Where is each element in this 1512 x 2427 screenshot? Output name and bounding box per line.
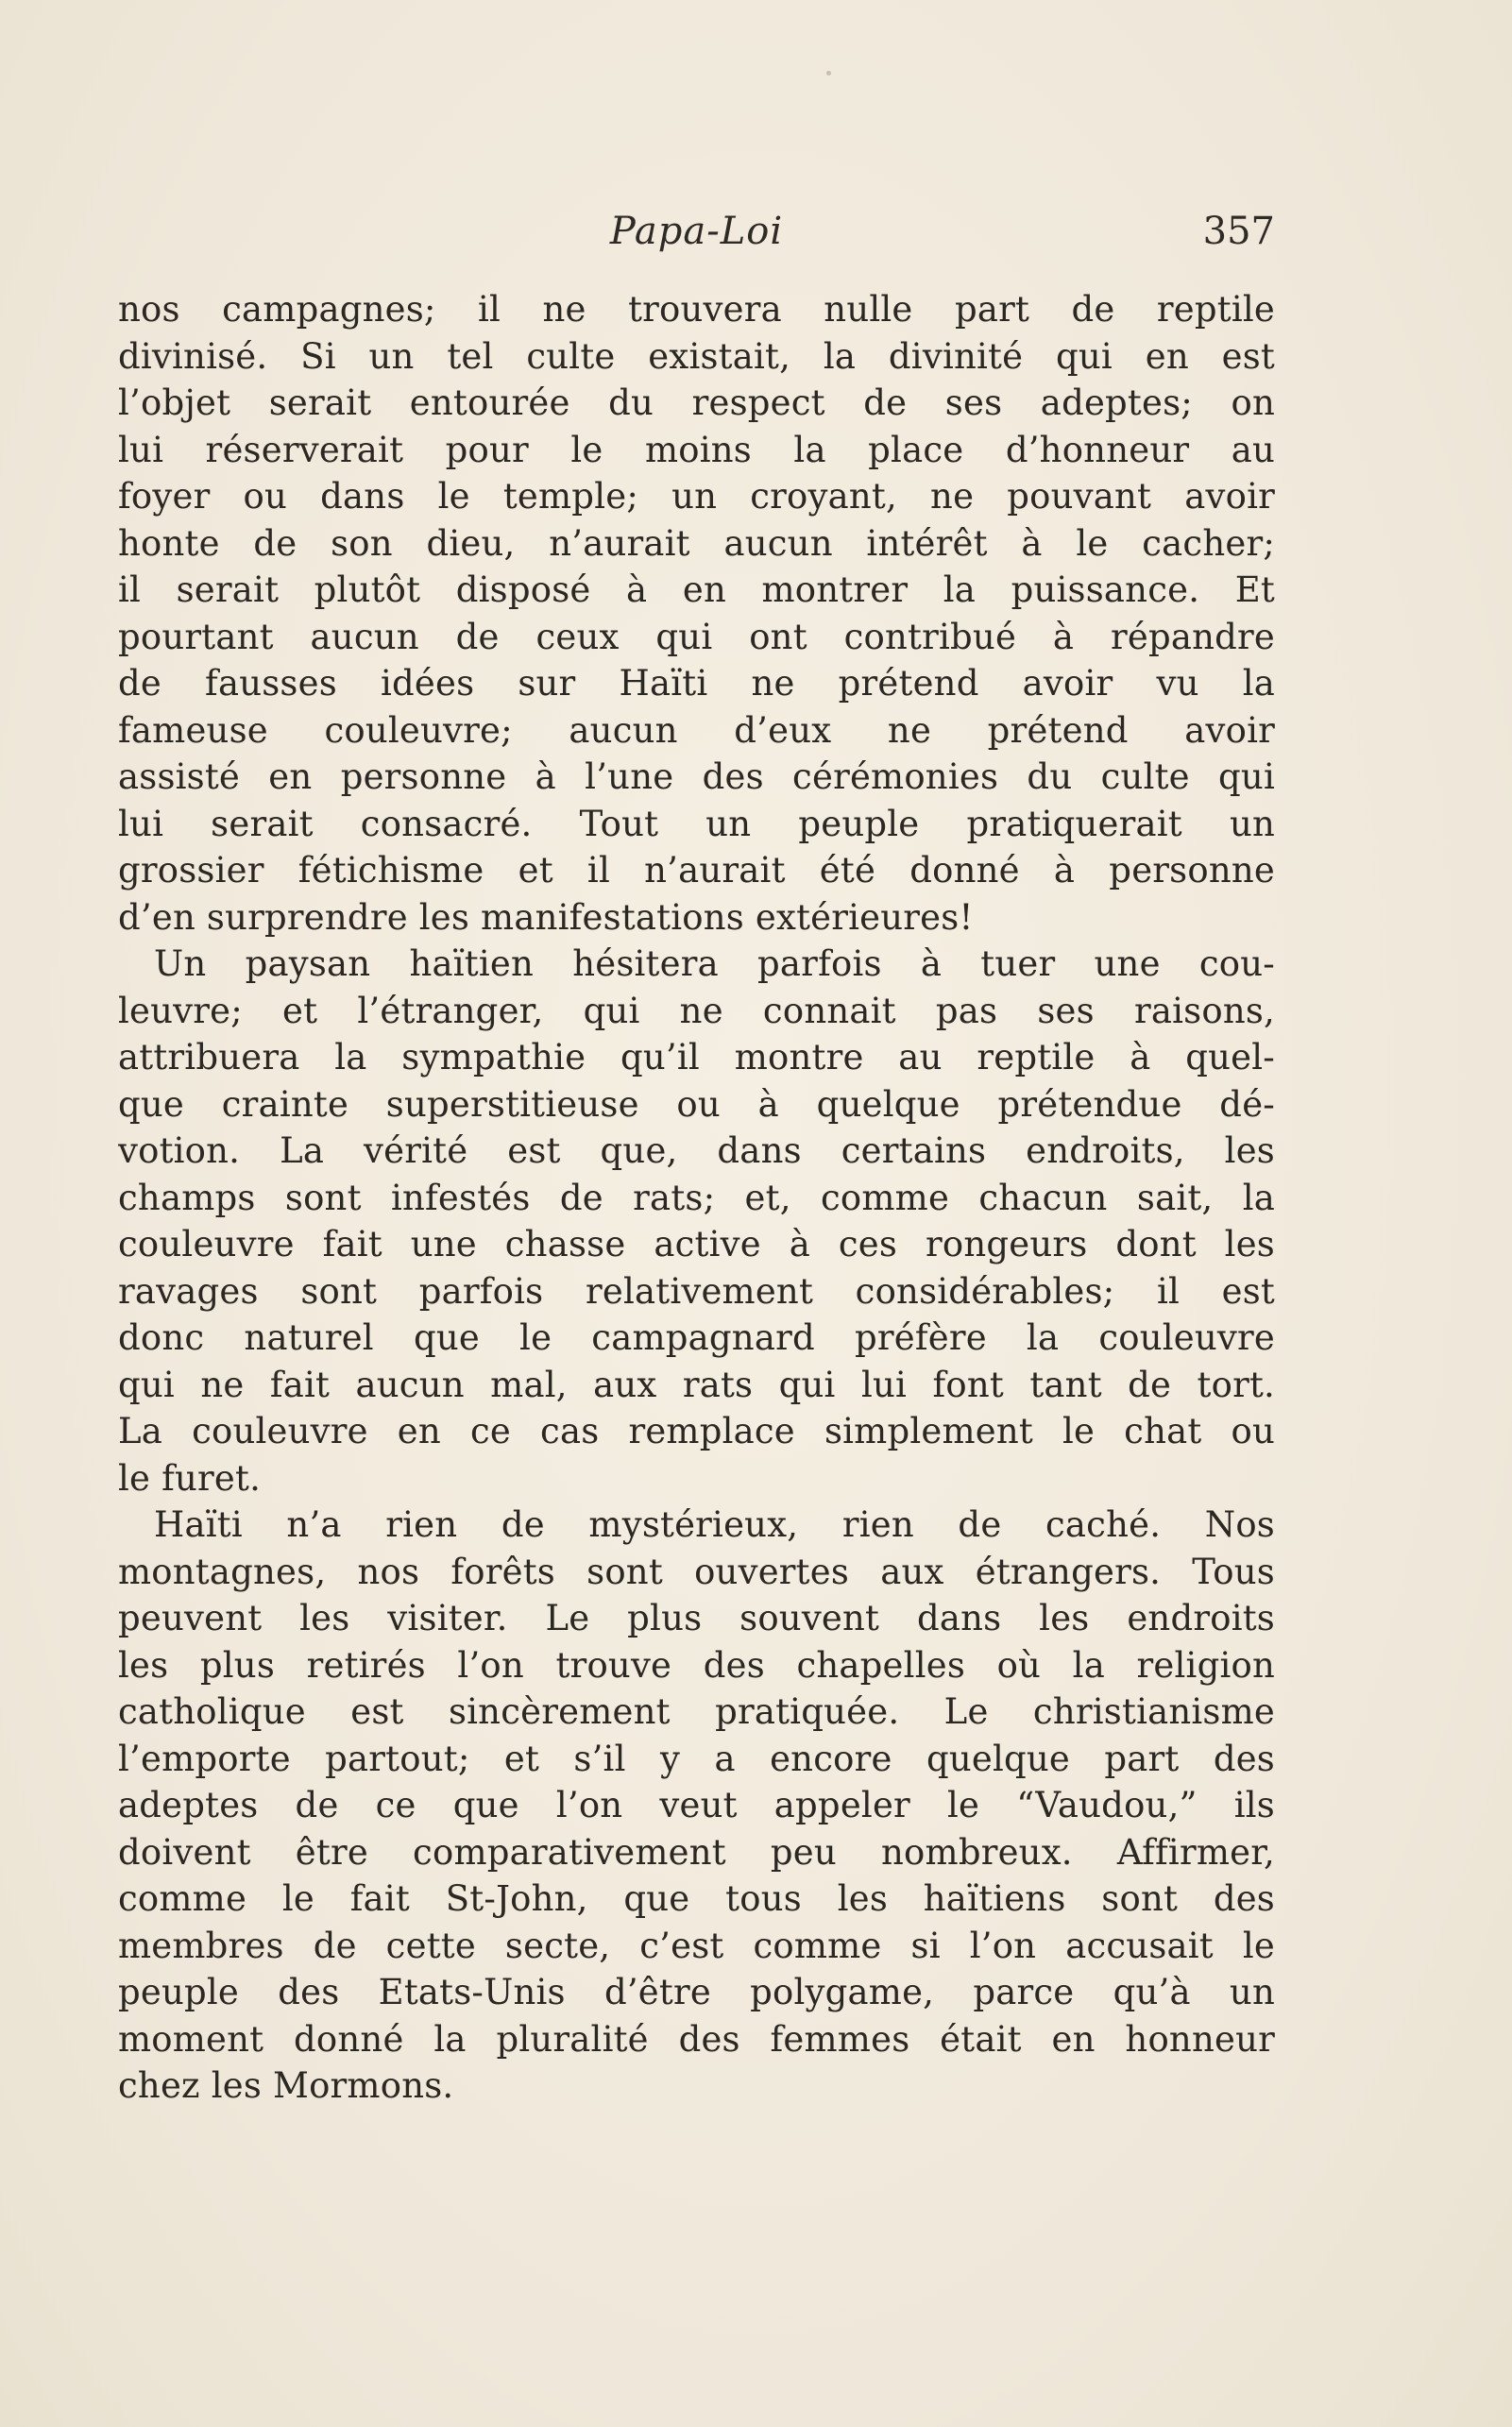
text-line: chez les Mormons. [118, 2065, 454, 2106]
text-line: Un paysan haïtien hésitera parfois à tuer une cou- [154, 943, 1275, 984]
text-line: montagnes, nos forêts sont ouvertes aux étrangers. Tous [118, 1551, 1275, 1592]
paper-speck [826, 71, 831, 76]
text-line: que crainte superstitieuse ou à quelque prétendue dé- [118, 1083, 1275, 1125]
text-line: comme le fait St-John, que tous les haïtiens sont des [118, 1878, 1275, 1919]
text-line: ravages sont parfois relativement considérables; il est [118, 1270, 1275, 1312]
text-line: peuvent les visiter. Le plus souvent dans les endroits [118, 1598, 1275, 1638]
text-line: donc naturel que le campagnard préfère la couleuvre [118, 1317, 1275, 1358]
paragraph-2 [118, 941, 1275, 1502]
text-line: attribuera la sympathie qu’il montre au reptile à quel- [118, 1037, 1275, 1078]
running-title: Papa-Loi [609, 210, 784, 253]
text-line: assisté en personne à l’une des cérémonies du culte qui [118, 756, 1275, 797]
text-line: honte de son dieu, n’aurait aucun intérêt à le cacher; [118, 522, 1275, 564]
text-line: peuple des Etats-Unis d’être polygame, parce qu’à un [118, 1972, 1275, 2012]
paragraph-1 [118, 286, 1275, 941]
text-line: leuvre; et l’étranger, qui ne connait pas ses raisons, [118, 990, 1275, 1031]
text-line: champs sont infestés de rats; et, comme chacun sait, la [118, 1177, 1275, 1218]
text-line: qui ne fait aucun mal, aux rats qui lui font tant de tort. [118, 1364, 1275, 1405]
text-line: La couleuvre en ce cas remplace simplement le chat ou [118, 1411, 1275, 1451]
text-line: les plus retirés l’on trouve des chapelles où la religion [118, 1644, 1275, 1686]
body-text [118, 286, 1275, 2110]
paragraph-3 [118, 1502, 1275, 2110]
page-number: 357 [1202, 210, 1275, 253]
text-line: lui réserverait pour le moins la place d’honneur au [118, 429, 1275, 470]
text-line: l’objet serait entourée du respect de ses adeptes; on [118, 382, 1275, 423]
text-line: grossier fétichisme et il n’aurait été donné à personne [118, 850, 1275, 891]
text-line: nos campagnes; il ne trouvera nulle part de reptile [118, 289, 1275, 330]
text-line: adeptes de ce que l’on veut appeler le “Vaudou,” ils [118, 1785, 1275, 1825]
running-head [118, 210, 1275, 266]
text-line: lui serait consacré. Tout un peuple pratiquerait un [118, 803, 1275, 844]
text-line: foyer ou dans le temple; un croyant, ne pouvant avoir [118, 476, 1275, 517]
text-line: couleuvre fait une chasse active à ces rongeurs dont les [118, 1224, 1275, 1264]
text-line: Haïti n’a rien de mystérieux, rien de caché. Nos [154, 1504, 1275, 1545]
text-line: l’emporte partout; et s’il y a encore quelque part des [118, 1738, 1275, 1779]
text-line: le furet. [118, 1457, 262, 1499]
text-line: divinisé. Si un tel culte existait, la divinité qui en est [118, 335, 1275, 377]
text-line: de fausses idées sur Haïti ne prétend avoir vu la [118, 663, 1275, 704]
text-line: votion. La vérité est que, dans certains endroits, les [118, 1130, 1275, 1171]
text-line: catholique est sincèrement pratiquée. Le christianisme [118, 1691, 1275, 1732]
text-line: doivent être comparativement peu nombreux. Affirmer, [118, 1831, 1275, 1873]
text-line: il serait plutôt disposé à en montrer la puissance. Et [118, 569, 1275, 610]
text-line: fameuse couleuvre; aucun d’eux ne prétend avoir [118, 709, 1275, 751]
text-line: membres de cette secte, c’est comme si l’on accusait le [118, 1925, 1275, 1966]
text-line: pourtant aucun de ceux qui ont contribué à répandre [118, 616, 1275, 657]
text-line: moment donné la pluralité des femmes était en honneur [118, 2018, 1275, 2060]
text-line: d’en surprendre les manifestations extérieures! [118, 896, 974, 938]
